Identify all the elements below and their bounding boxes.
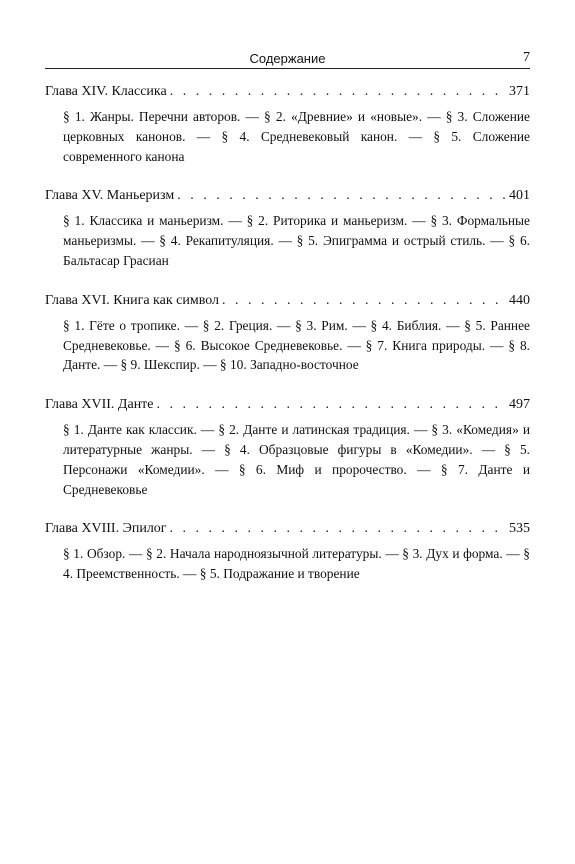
chapter-sections: § 1. Данте как классик. — § 2. Данте и латинская традиция. — § 3. «Комедия» и литературные жанры. — § 4. Образцовые фигуры в «Комедии». — § 5. Персонажи «Комедии». — § 6. Миф и пророчество. — § 7. Данте и Средневековье — [63, 422, 530, 497]
toc-chapter-16 — [45, 292, 530, 375]
toc-chapter-14 — [45, 83, 530, 166]
chapter-sections: § 1. Гёте о тропике. — § 2. Греция. — § 3. Рим. — § 4. Библия. — § 5. Раннее Средневековье. — § 6. Высокое Средневековье. — § 7. Книга природы. — § 8. Данте. — § 9. Шекспир. — § 10. Западно-восточное — [63, 317, 530, 373]
dot-leader — [170, 520, 506, 538]
table-of-contents — [45, 83, 530, 605]
chapter-sections: § 1. Классика и маньеризм. — § 2. Риторика и маньеризм. — § 3. Формальные маньеризмы. — § 4. Рекапитуляция. — § 5. Эпиграмма и острый стиль. — § 6. Бальтасар Грасиан — [63, 213, 530, 268]
chapter-title: Глава XVIII. Эпилог — [45, 521, 167, 537]
chapter-heading — [45, 187, 530, 205]
chapter-sections: § 1. Обзор. — § 2. Начала народноязычной литературы. — § 3. Дух и форма. — § 4. Преемственность. — § 5. Подражание и творение — [63, 546, 530, 582]
chapter-page-number: 535 — [509, 521, 530, 537]
chapter-title: Глава XVII. Данте — [45, 397, 154, 413]
chapter-title: Глава XVI. Книга как символ — [45, 292, 220, 308]
chapter-page-number: 371 — [509, 84, 530, 99]
toc-chapter-17 — [45, 396, 530, 499]
running-header — [45, 48, 530, 69]
chapter-heading — [45, 396, 530, 414]
chapter-heading — [45, 83, 530, 101]
chapter-heading — [45, 520, 530, 538]
running-header-title: Содержание — [249, 51, 326, 66]
dot-leader — [170, 83, 506, 101]
toc-chapter-18 — [45, 520, 530, 584]
chapter-heading — [45, 292, 530, 310]
chapter-page-number: 497 — [509, 397, 530, 413]
chapter-sections: § 1. Жанры. Перечни авторов. — § 2. «Древние» и «новые». — § 3. Сложение церковных канонов. — § 4. Средневековый канон. — § 5. Сложение современного канона — [63, 109, 530, 164]
toc-chapter-15 — [45, 187, 530, 270]
dot-leader — [177, 187, 506, 205]
dot-leader — [157, 396, 506, 414]
dot-leader — [222, 292, 506, 310]
chapter-page-number: 440 — [509, 292, 530, 308]
page-number: 7 — [523, 50, 530, 65]
chapter-title: Глава XV. Маньеризм — [45, 188, 175, 204]
chapter-page-number: 401 — [509, 188, 530, 204]
chapter-title: Глава XIV. Классика — [45, 84, 167, 99]
